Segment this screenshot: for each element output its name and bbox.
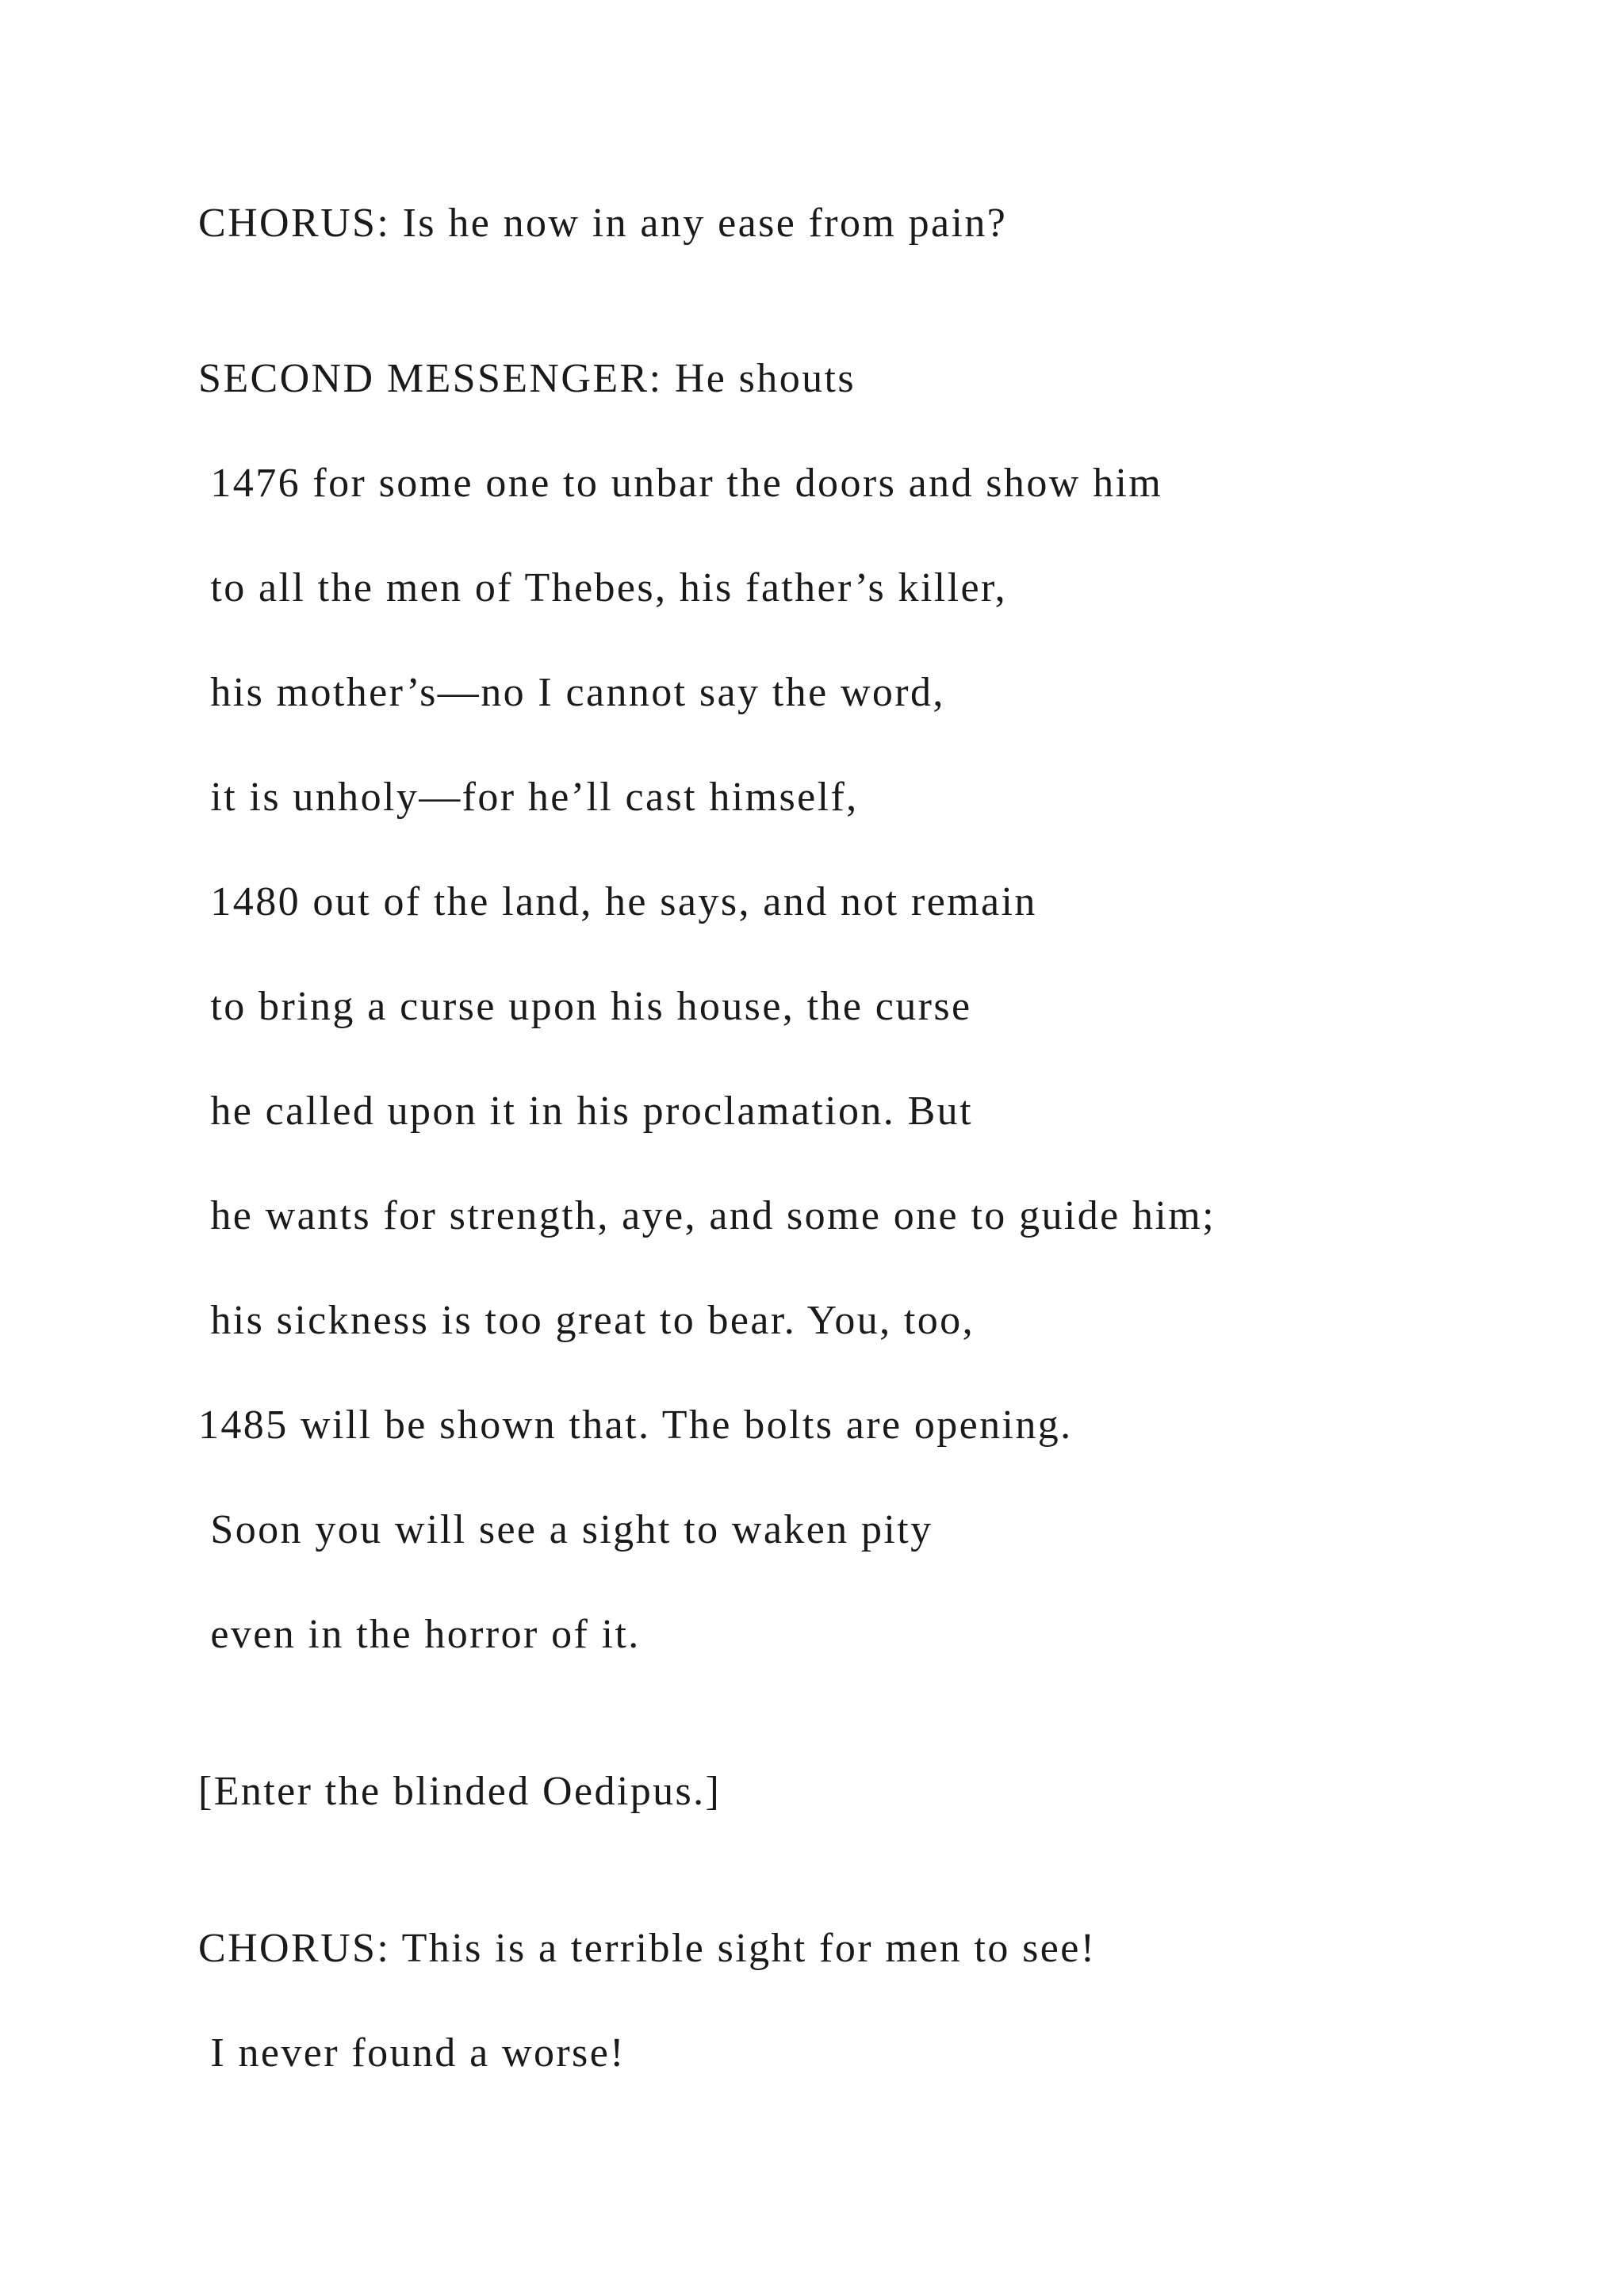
- text-line: 1476 for some one to unbar the doors and show him: [198, 461, 1163, 506]
- text-line: I never found a worse!: [198, 2030, 626, 2076]
- text-line: CHORUS: This is a terrible sight for men to see!: [198, 1926, 1097, 1971]
- text-line: 1485 will be shown that. The bolts are opening.: [198, 1402, 1073, 1448]
- text-line: he called upon it in his proclamation. But: [198, 1089, 973, 1134]
- text-line: he wants for strength, aye, and some one to guide him;: [198, 1193, 1216, 1238]
- text-line: his mother’s—no I cannot say the word,: [198, 670, 945, 715]
- text-line: it is unholy—for he’ll cast himself,: [198, 775, 859, 820]
- stage-direction: [Enter the blinded Oedipus.]: [198, 1769, 722, 1814]
- text-line: to bring a curse upon his house, the curse: [198, 984, 972, 1029]
- text-line: SECOND MESSENGER: He shouts: [198, 356, 856, 401]
- text-line: even in the horror of it.: [198, 1612, 641, 1657]
- text-line: Soon you will see a sight to waken pity: [198, 1507, 933, 1552]
- text-line: 1480 out of the land, he says, and not remain: [198, 879, 1037, 924]
- text-line: to all the men of Thebes, his father’s killer,: [198, 565, 1008, 610]
- text-line: his sickness is too great to bear. You, too,: [198, 1298, 975, 1343]
- text-line: CHORUS: Is he now in any ease from pain?: [198, 201, 1008, 246]
